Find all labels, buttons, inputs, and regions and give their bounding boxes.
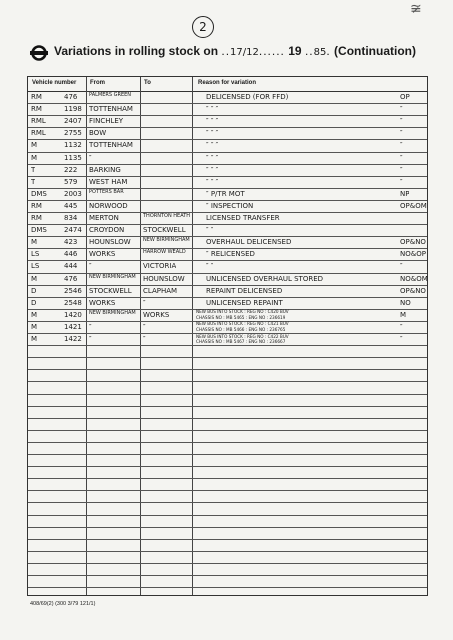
reason-for-variation: ″ ″ ″ [206,153,219,162]
from-garage: TOTTENHAM [89,141,133,150]
vehicle-class: M [31,238,38,247]
reason-for-variation: ″ ″ ″ [206,129,219,138]
continuation-label: (Continuation) [334,44,417,58]
vehicle-class: LS [31,250,40,259]
from-garage: ″ [89,322,92,331]
from-garage: TOTTENHAM [89,105,133,114]
vehicle-class: RM [31,105,42,114]
row-rule [28,357,427,358]
row-rule [28,164,427,165]
row-rule [28,454,427,455]
vehicle-class: RML [31,129,46,138]
to-garage: STOCKWELL [143,226,186,235]
row-rule [28,515,427,516]
row-rule [28,152,427,153]
vehicle-class: D [31,286,37,295]
row-note: M [400,310,407,319]
row-note: ″ [400,105,403,114]
row-rule [28,490,427,491]
vehicle-number: 1198 [64,105,82,114]
vehicle-class: RM [31,214,42,222]
row-note: OP&NO [400,286,426,295]
reason-detail: CHASSIS NO : MB 5466 : ENG NO : 236765 [196,326,286,332]
reason-for-variation: REPAINT DELICENSED [206,286,283,295]
row-note: ″ [400,322,403,331]
to-garage: HARROW WEALD [143,249,186,256]
row-note: NO [400,298,411,307]
vehicle-class: RM [31,201,42,210]
reason-for-variation: ″ ″ ″ [206,165,219,174]
reason-for-variation: ″ ″ [206,226,214,235]
from-garage: HOUNSLOW [89,238,131,247]
vehicle-class: DMS [31,189,47,198]
reason-for-variation: NEW BUS INTO STOCK : REG NO : C422 BUV [196,333,289,339]
col-reason: Reason for variation [198,80,257,86]
row-rule [28,103,427,104]
reason-for-variation: ″ ″ ″ [206,117,219,126]
rolling-stock-table [27,76,428,596]
row-note: ″ [400,177,403,186]
vehicle-number: 1132 [64,141,82,150]
reason-for-variation: LICENSED TRANSFER [206,214,280,222]
reason-for-variation: ″ ″ ″ [206,141,219,150]
row-note: OP&NO [400,238,426,247]
row-note: ″ [400,335,403,343]
reason-detail: CHASSIS NO : MB 5465 : ENG NO : 236619 [196,314,286,320]
from-garage: ″ [89,335,92,343]
from-garage: POTTERS BAR [89,188,124,195]
from-garage: WORKS [89,250,116,259]
row-rule [28,176,427,177]
row-rule [28,430,427,431]
from-garage: BARKING [89,165,121,174]
from-garage: ″ [89,153,92,162]
row-rule [28,224,427,225]
col-vehicle-number: Vehicle number [32,80,77,86]
row-note: ″ [400,141,403,150]
vehicle-class: M [31,335,38,343]
row-note: ″ [400,153,403,162]
reason-for-variation: NEW BUS INTO STOCK : REG NO : C421 BUV [196,321,289,327]
row-rule [28,539,427,540]
from-garage: ″ [89,262,92,271]
row-rule [28,418,427,419]
to-garage: NEW BIRMINGHAM [143,237,190,244]
to-garage: ″ [143,322,146,331]
to-garage: HOUNSLOW [143,274,185,283]
to-garage: ″ [143,335,146,343]
to-garage: THORNTON HEATH [143,213,191,219]
vehicle-class: T [31,165,36,174]
from-garage: NEW BIRMINGHAM [89,309,136,316]
to-garage: CLAPHAM [143,286,178,295]
row-rule [28,575,427,576]
row-rule [28,139,427,140]
vehicle-number: 423 [64,238,78,247]
london-transport-roundel-icon [30,44,48,62]
from-garage: NEW BIRMINGHAM [89,273,136,280]
from-garage: STOCKWELL [89,286,132,295]
row-rule [28,381,427,382]
vehicle-number: 1422 [64,335,82,343]
vehicle-number: 476 [64,93,78,101]
reason-for-variation: ″ ″ ″ [206,105,219,114]
to-garage: WORKS [143,310,170,319]
vehicle-number: 1135 [64,153,82,162]
reason-for-variation: DELICENSED (FOR FFD) [206,93,289,101]
from-garage: MERTON [89,214,119,222]
to-garage: VICTORIA [143,262,177,271]
row-note: NO&OM [400,274,428,283]
vehicle-number: 444 [64,262,78,271]
divider [86,77,87,595]
vehicle-number: 2474 [64,226,82,235]
row-note: NP [400,189,410,198]
from-garage: BOW [89,129,107,138]
reason-for-variation: ″ INSPECTION [206,201,254,210]
row-rule [28,563,427,564]
vehicle-number: 579 [64,177,78,186]
row-note: ″ [400,165,403,174]
row-note: ″ [400,129,403,138]
reason-for-variation: ″ ″ [206,262,214,271]
reason-detail: CHASSIS NO : MB 5467 : ENG NO : 236667 [196,339,286,344]
vehicle-class: M [31,274,38,283]
page-title: Variations in rolling stock on ..17/12...... 19 ..85. (Continuation) [54,44,417,58]
vehicle-number: 1420 [64,310,82,319]
row-rule [28,212,427,213]
row-rule [28,442,427,443]
from-garage: WEST HAM [89,177,128,186]
reason-for-variation: ″ ″ ″ [206,177,219,186]
row-rule [28,200,427,201]
row-rule [28,115,427,116]
vehicle-number: 446 [64,250,78,259]
vehicle-class: RM [31,93,42,101]
row-rule [28,188,427,189]
row-rule [28,285,427,286]
vehicle-class: RML [31,117,46,126]
reason-for-variation: ″ P/TR MOT [206,189,245,198]
vehicle-class: M [31,322,38,331]
row-note: OP [400,93,410,101]
row-rule [28,369,427,370]
row-rule [28,466,427,467]
corner-mark: ≆ [410,0,422,16]
row-rule [28,587,427,588]
row-rule [28,345,427,346]
row-rule [28,297,427,298]
row-note: ″ [400,262,403,271]
vehicle-class: M [31,153,38,162]
vehicle-number: 2407 [64,117,82,126]
reason-for-variation: UNLICENSED OVERHAUL STORED [206,274,324,283]
date-handwritten: 17/12 [230,47,259,58]
row-rule [28,260,427,261]
vehicle-class: DMS [31,226,47,235]
form-reference: 408/69(2) (300 3/79 121/1) [30,601,96,607]
page-header [30,44,430,66]
from-garage: WORKS [89,298,116,307]
from-garage: FINCHLEY [89,117,124,126]
page-number: 2 [192,16,214,38]
vehicle-number: 1421 [64,322,82,331]
from-garage: PALMERS GREEN [89,92,132,98]
vehicle-number: 834 [64,214,78,222]
reason-for-variation: UNLICENSED REPAINT [206,298,283,307]
row-rule [28,478,427,479]
vehicle-class: LS [31,262,40,271]
vehicle-number: 2548 [64,298,82,307]
from-garage: NORWOOD [89,201,128,210]
row-rule [28,527,427,528]
vehicle-class: M [31,310,38,319]
vehicle-number: 2546 [64,286,82,295]
divider [140,77,141,595]
vehicle-class: T [31,177,36,186]
vehicle-number: 445 [64,201,78,210]
row-rule [28,406,427,407]
reason-for-variation: ″ RELICENSED [206,250,255,259]
vehicle-number: 2003 [64,189,82,198]
reason-for-variation: OVERHAUL DELICENSED [206,238,292,247]
year-handwritten: 85 [313,47,327,58]
row-rule [28,394,427,395]
vehicle-number: 222 [64,165,78,174]
table-header [28,77,427,92]
row-rule [28,273,427,274]
divider [192,77,193,595]
row-rule [28,248,427,249]
row-rule [28,127,427,128]
row-rule [28,502,427,503]
reason-for-variation: NEW BUS INTO STOCK : REG NO : C420 BUV [196,309,289,315]
vehicle-class: D [31,298,37,307]
vehicle-number: 2755 [64,129,82,138]
row-rule [28,236,427,237]
col-to: To [144,80,151,86]
col-from: From [90,80,105,86]
to-garage: ″ [143,298,146,307]
from-garage: CROYDON [89,226,125,235]
row-note: OP&OM [400,201,427,210]
vehicle-class: M [31,141,38,150]
row-note: ″ [400,117,403,126]
row-rule [28,551,427,552]
row-note: NO&OP [400,250,426,259]
vehicle-number: 476 [64,274,78,283]
